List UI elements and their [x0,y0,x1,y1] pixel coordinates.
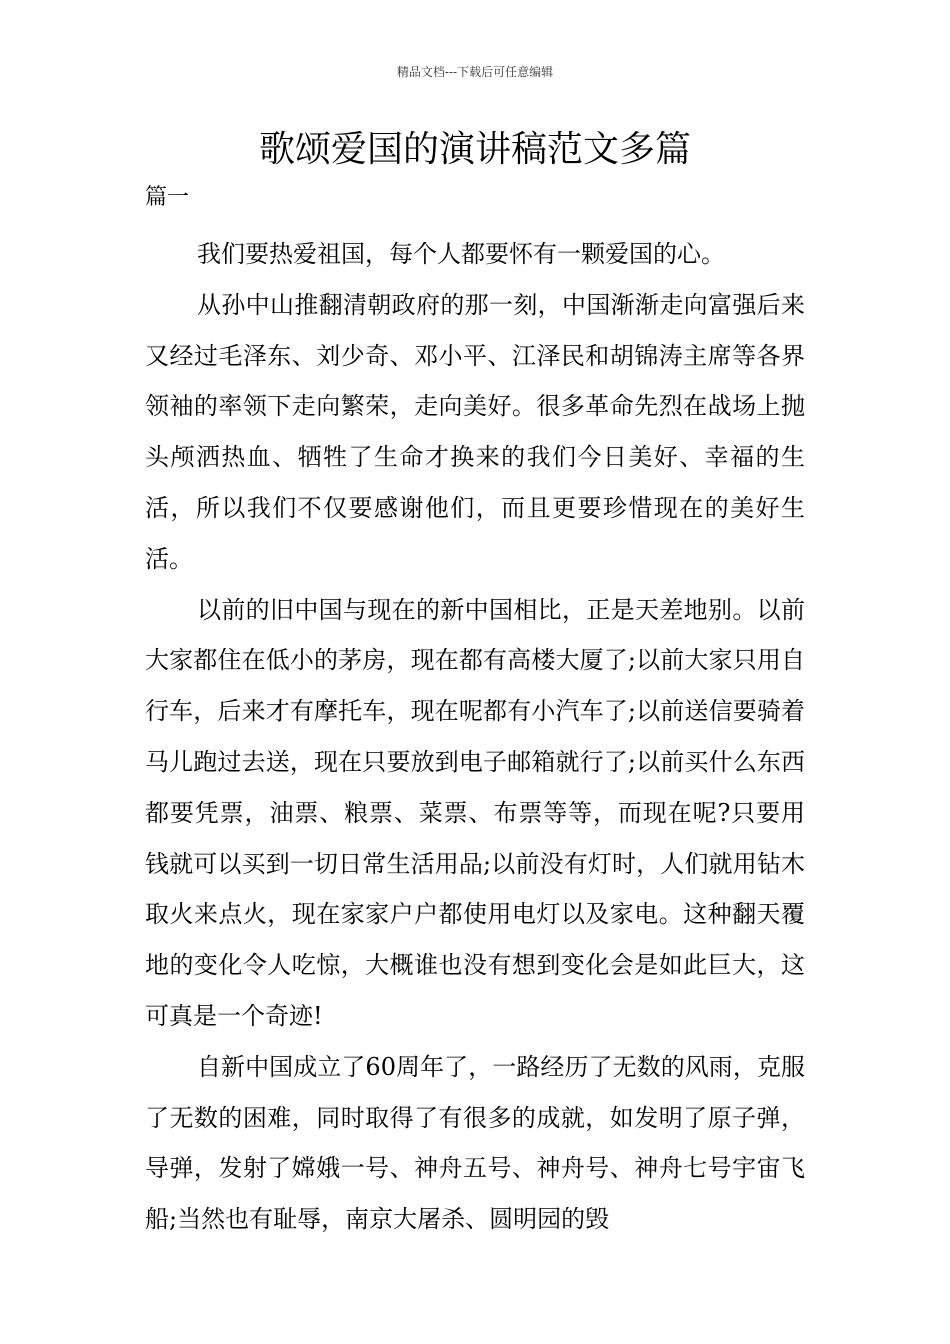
section-heading: 篇一 [145,185,190,210]
paragraph: 自新中国成立了60周年了，一路经历了无数的风雨，克服了无数的困难，同时取得了有很多的成就，如发明了原子弹，导弹，发射了嫦娥一号、神舟五号、神舟号、神舟七号宇宙飞船;当然也有耻辱，南京大屠杀、圆明园的毁 [145,1052,805,1234]
header-note: 精品文档---下载后可任意编辑 [396,65,554,79]
paragraph: 以前的旧中国与现在的新中国相比，正是天差地别。以前大家都住在低小的茅房，现在都有高楼大厦了;以前大家只用自行车，后来才有摩托车，现在呢都有小汽车了;以前送信要骑着马儿跑过去送，现在只要放到电子邮箱就行了;以前买什么东西都要凭票，油票、粮票、菜票、布票等等，而现在呢?只要用钱就可以买到一切日常生活用品;以前没有灯时，人们就用钻木取火来点火，现在家家户户都使用电灯以及家电。这种翻天覆地的变化令人吃惊，大概谁也没有想到变化会是如此巨大，这可真是一个奇迹! [145,595,805,1030]
paragraph: 从孙中山推翻清朝政府的那一刻，中国渐渐走向富强后来又经过毛泽东、刘少奇、邓小平、江泽民和胡锦涛主席等各界领袖的率领下走向繁荣，走向美好。很多革命先烈在战场上抛头颅洒热血、牺牲了生命才换来的我们今日美好、幸福的生活，所以我们不仅要感谢他们，而且更要珍惜现在的美好生活。 [145,290,805,573]
document-body [145,229,805,1245]
paragraph: 我们要热爱祖国，每个人都要怀有一颗爱国的心。 [197,240,725,268]
document-title: 歌颂爱国的演讲稿范文多篇 [258,129,691,170]
